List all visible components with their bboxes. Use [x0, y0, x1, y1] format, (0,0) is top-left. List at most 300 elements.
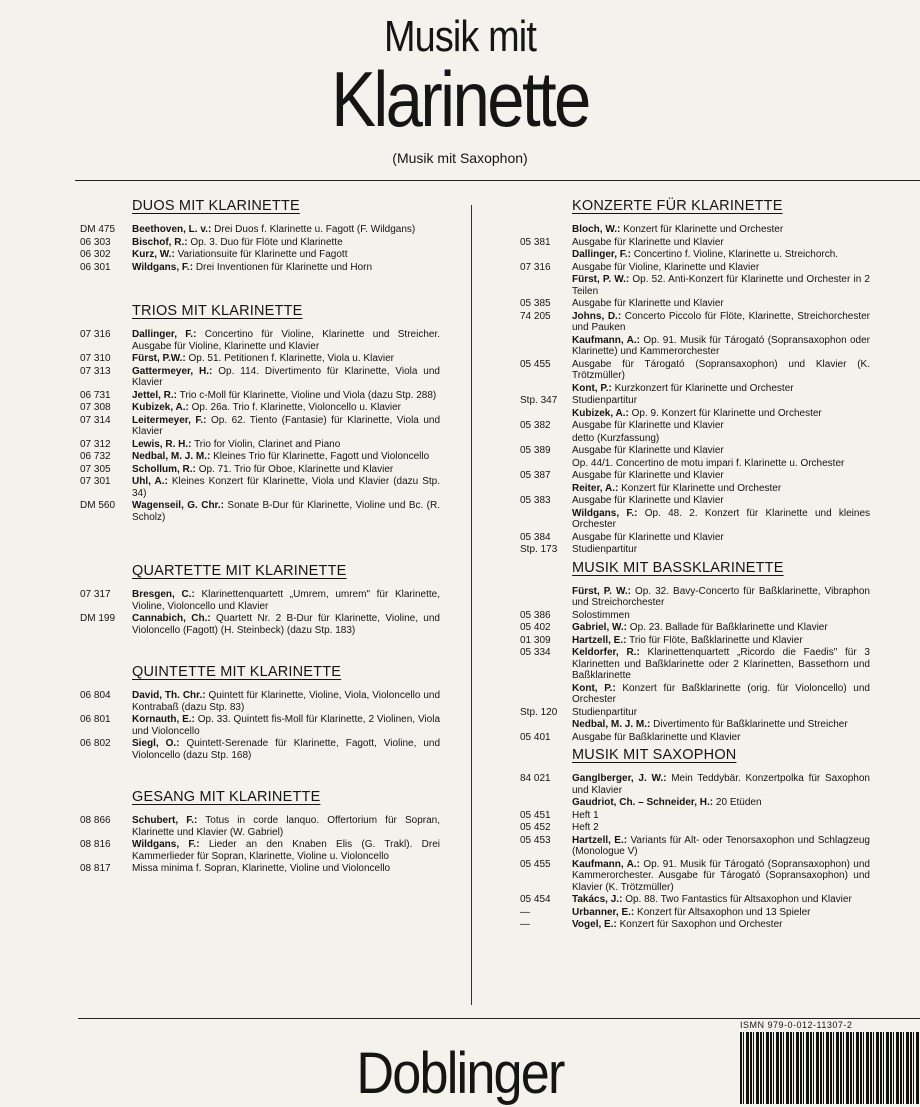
catalog-number: 05 455 — [520, 858, 551, 870]
entry-text — [132, 690, 440, 713]
work-description: Kleines Trio für Klarinette, Fagott und Violoncello — [213, 451, 430, 462]
catalog-number: 08 866 — [80, 815, 111, 826]
entry-text — [572, 683, 870, 706]
catalog-number: 05 455 — [520, 358, 551, 370]
catalog-number: 07 314 — [80, 414, 111, 426]
catalog-entry — [80, 613, 440, 636]
work-description: 20 Etüden — [715, 797, 762, 808]
composer-name: Kont, P.: — [572, 382, 612, 394]
composer-name: Kaufmann, A.: — [572, 858, 640, 870]
bottom-rule — [78, 1018, 920, 1019]
entry-text — [572, 707, 870, 719]
catalog-entry — [80, 589, 440, 612]
section-title: MUSIK MIT BASSKLARINETTE — [572, 559, 784, 576]
entry-text — [572, 919, 870, 931]
catalog-number: 05 386 — [520, 609, 551, 621]
catalog-entry — [520, 483, 870, 495]
catalog-entry — [520, 622, 870, 634]
catalog-entry — [520, 810, 870, 822]
catalog-number: Stp. 347 — [520, 395, 558, 406]
composer-name: Gabriel, W.: — [572, 622, 628, 633]
entry-text — [572, 622, 870, 634]
catalog-section — [520, 747, 870, 931]
catalog-number: 06 303 — [80, 236, 111, 248]
composer-name: Nedbal, M. J. M.: — [572, 719, 651, 730]
entry-text — [132, 237, 440, 249]
entry-text — [572, 262, 870, 274]
work-description: Kleines Konzert für Klarinette, Viola und Klavier (dazu Stp. 34) — [132, 476, 441, 499]
work-description: Solostimmen — [572, 609, 630, 621]
entry-text — [132, 353, 440, 365]
catalog-number: 84 021 — [520, 773, 551, 784]
composer-name: Wagenseil, G. Chr.: — [132, 500, 224, 511]
work-description: Heft 1 — [572, 809, 599, 821]
entry-text — [572, 797, 870, 809]
entry-text — [132, 714, 440, 737]
composer-name: Wildgans, F.: — [132, 839, 200, 850]
catalog-number: 05 381 — [520, 236, 551, 248]
work-description: Konzert für Baßklarinette (orig. für Violoncello) und Orchester — [572, 682, 870, 705]
isbn-label: ISMN 979-0-012-11307-2 — [740, 1020, 853, 1030]
entry-text — [572, 586, 870, 609]
work-description: Variationsuite für Klarinette und Fagott — [177, 249, 348, 260]
work-description: Trio für Flöte, Baßklarinette und Klavier — [629, 634, 803, 646]
entry-text — [572, 719, 870, 731]
work-description: Op. 88. Two Fantastics für Altsaxophon und Klavier — [625, 894, 852, 905]
column-divider — [471, 205, 472, 1005]
work-description: Quintett für Klarinette, Violine, Viola, Violoncello und Kontrabaß (dazu Stp. 83) — [132, 690, 441, 713]
catalog-entry — [80, 863, 440, 875]
catalog-number: 07 316 — [80, 329, 111, 340]
section-title: TRIOS MIT KLARINETTE — [132, 303, 303, 319]
entry-text — [132, 329, 440, 352]
entry-text — [572, 483, 870, 495]
catalog-entry — [520, 919, 870, 931]
entry-text — [572, 635, 870, 647]
entry-text — [572, 311, 870, 334]
work-description: Ausgabe für Klarinette und Klavier — [572, 445, 724, 456]
entry-text — [132, 249, 440, 261]
entry-text — [132, 500, 440, 523]
work-description: Totus in corde lanquo. Offertorium für Sopran, Klarinette und Klavier (W. Gabriel) — [132, 815, 440, 838]
work-description: Divertimento für Baßklarinette und Streicher — [653, 719, 848, 730]
work-description: Quartett Nr. 2 B-Dur für Klarinette, Violine, und Violoncello (Fagott) (H. Steinbeck) (dazu Stp. 183) — [132, 613, 440, 636]
entry-text — [572, 647, 870, 682]
subtitle: (Musik mit Saxophon) — [392, 150, 528, 166]
entry-text — [572, 383, 870, 395]
composer-name: Fürst, P.W.: — [132, 353, 186, 364]
catalog-number — [520, 586, 572, 609]
work-description: Concerto Piccolo für Flöte, Klarinette, Streichorchester und Pauken — [572, 310, 871, 333]
catalog-number: 05 454 — [520, 894, 551, 905]
right-column — [520, 198, 870, 932]
work-description: Studienpartitur — [572, 544, 638, 555]
entry-text — [132, 366, 440, 389]
title-line-1: Musik mit — [383, 12, 537, 61]
publisher-logo: Doblinger — [356, 1041, 564, 1106]
catalog-entry — [80, 329, 440, 352]
catalog-entry — [80, 402, 440, 414]
catalog-section — [80, 303, 440, 523]
work-description: Concertino für Violine, Klarinette und Streicher. Ausgabe für Violine, Klarinette und Klavier — [132, 329, 440, 352]
work-description: Variants für Alt- oder Tenorsaxophon und Schlagzeug (Monologue V) — [572, 834, 870, 857]
work-description: Studienpartitur — [572, 706, 638, 718]
composer-name: Bischof, R.: — [132, 236, 188, 248]
work-description: Op. 44/1. Concertino de motu impari f. Klarinette u. Orchester — [572, 457, 845, 469]
work-description: detto (Kurzfassung) — [572, 432, 660, 444]
entry-text — [572, 894, 870, 906]
catalog-number — [520, 335, 572, 358]
catalog-entry — [520, 732, 870, 744]
entry-text — [132, 415, 440, 438]
catalog-section — [520, 560, 870, 744]
catalog-section — [80, 789, 440, 875]
composer-name: Dallinger, F.: — [132, 329, 197, 340]
catalog-entry — [80, 738, 440, 761]
work-description: Ausgabe für Klarinette und Klavier — [572, 495, 724, 506]
catalog-entry — [520, 719, 870, 731]
entry-text — [132, 815, 440, 838]
composer-name: Schubert, F.: — [132, 815, 198, 826]
catalog-number — [520, 483, 572, 495]
work-description: Sonate B-Dur für Klarinette, Violine und Bc. (R. Scholz) — [132, 500, 440, 523]
catalog-entry — [520, 683, 870, 706]
catalog-number: Stp. 120 — [520, 706, 558, 718]
catalog-entry — [80, 714, 440, 737]
entry-text — [572, 822, 870, 834]
entry-text — [572, 249, 870, 261]
entry-text — [572, 395, 870, 407]
composer-name: Keldorfer, R.: — [572, 647, 640, 658]
entry-text — [572, 835, 870, 858]
catalog-entry — [520, 544, 870, 556]
work-description: Heft 2 — [572, 822, 599, 833]
work-description: Studienpartitur — [572, 395, 638, 406]
entry-text — [132, 451, 440, 463]
composer-name: Reiter, A.: — [572, 482, 619, 494]
catalog-entry — [520, 894, 870, 906]
catalog-entry — [520, 433, 870, 445]
catalog-entry — [80, 262, 440, 274]
work-description: Drei Duos f. Klarinette u. Fagott (F. Wildgans) — [214, 224, 416, 235]
composer-name: Urbanner, E.: — [572, 906, 635, 918]
catalog-entry — [520, 610, 870, 622]
work-description: Op. 9. Konzert für Klarinette und Orchester — [631, 407, 822, 419]
work-description: Op. 91. Musik für Tárogató (Sopransaxophon oder Klarinette) und Kammerorchester — [572, 334, 870, 357]
catalog-section — [80, 664, 440, 761]
work-description: Konzert für Altsaxophon und 13 Spieler — [637, 906, 811, 918]
work-description: Lieder an den Knaben Elis (G. Trakl). Drei Kammerlieder für Sopran, Klarinette, Violine u. Violoncello — [132, 839, 440, 862]
catalog-number: 05 451 — [520, 809, 551, 821]
entry-text — [572, 237, 870, 249]
left-column — [80, 198, 440, 876]
catalog-number: 06 732 — [80, 451, 111, 462]
catalog-number: 01 309 — [520, 634, 551, 646]
catalog-entry — [80, 353, 440, 365]
catalog-number — [520, 383, 572, 395]
work-description: Ausgabe für Klarinette und Klavier — [572, 470, 724, 481]
composer-name: Gaudriot, Ch. – Schneider, H.: — [572, 797, 714, 808]
work-description: Klarinettenquartett „Ricordo die Faedis" für 3 Klarinetten und Baßklarinette oder 2 Klarinetten, Bassethorn und Baßklarinette — [572, 647, 870, 681]
catalog-entry — [520, 311, 870, 334]
title-line-2: Klarinette — [331, 55, 589, 143]
work-description: Op. 26a. Trio f. Klarinette, Violoncello u. Klavier — [191, 402, 402, 413]
work-description: Konzert für Klarinette und Orchester — [621, 482, 782, 494]
catalog-number — [520, 408, 572, 420]
section-title: KONZERTE FÜR KLARINETTE — [572, 198, 783, 214]
section-title: GESANG MIT KLARINETTE — [132, 789, 321, 805]
section-title: QUARTETTE MIT KLARINETTE — [132, 563, 347, 579]
entry-text — [572, 544, 870, 556]
composer-name: Uhl, A.: — [132, 476, 168, 487]
catalog-number: 05 453 — [520, 834, 551, 846]
catalog-number: 74 205 — [520, 310, 551, 322]
catalog-number — [520, 224, 572, 236]
work-description: Konzert für Saxophon und Orchester — [619, 919, 783, 930]
catalog-number: 07 316 — [520, 261, 551, 273]
catalog-entry — [520, 274, 870, 297]
composer-name: Siegl, O.: — [132, 738, 180, 749]
work-description: Op. 3. Duo für Flöte und Klarinette — [190, 236, 343, 248]
work-description: Op. 114. Divertimento für Klarinette, Viola und Klavier — [132, 365, 440, 388]
catalog-number: 06 802 — [80, 738, 111, 749]
entry-text — [572, 408, 870, 420]
catalog-number: 05 387 — [520, 470, 551, 481]
work-description: Op. 62. Tiento (Fantasie) für Klarinette, Viola und Klavier — [132, 414, 441, 437]
catalog-number: 06 801 — [80, 714, 111, 725]
entry-text — [132, 613, 440, 636]
catalog-entry — [520, 335, 870, 358]
catalog-number — [520, 797, 572, 809]
catalog-entry — [80, 390, 440, 402]
catalog-number — [520, 508, 572, 531]
entry-text — [132, 464, 440, 476]
catalog-entry — [520, 420, 870, 432]
entry-text — [572, 508, 870, 531]
catalog-number: 07 310 — [80, 353, 111, 364]
composer-name: Takács, J.: — [572, 894, 623, 905]
work-description: Ausgabe für Baßklarinette und Klavier — [572, 731, 741, 743]
composer-name: Leitermeyer, F.: — [132, 414, 207, 426]
catalog-number: 06 731 — [80, 389, 111, 401]
entry-text — [572, 532, 870, 544]
catalog-number: DM 199 — [80, 613, 116, 624]
work-description: Op. 51. Petitionen f. Klarinette, Viola u. Klavier — [188, 353, 394, 364]
work-description: Op. 52. Anti-Konzert für Klarinette und Orchester in 2 Teilen — [572, 274, 870, 297]
entry-text — [572, 907, 870, 919]
composer-name: Kaufmann, A.: — [572, 334, 640, 346]
composer-name: Bloch, W.: — [572, 224, 621, 235]
catalog-number: 05 401 — [520, 731, 551, 743]
work-description: Mein Teddybär. Konzertpolka für Saxophon und Klavier — [572, 773, 870, 796]
entry-text — [132, 839, 440, 862]
entry-text — [132, 262, 440, 274]
work-description: Op. 33. Quintett fis-Moll für Klarinette, 2 Violinen, Viola und Violoncello — [132, 714, 440, 737]
composer-name: Dallinger, F.: — [572, 249, 631, 260]
catalog-entry — [520, 470, 870, 482]
catalog-entry — [520, 773, 870, 796]
section-title: DUOS MIT KLARINETTE — [132, 198, 300, 214]
catalog-entry — [80, 224, 440, 236]
catalog-entry — [80, 237, 440, 249]
catalog-entry — [520, 458, 870, 470]
catalog-entry — [520, 495, 870, 507]
entry-text — [132, 402, 440, 414]
composer-name: Wildgans, F.: — [132, 261, 194, 273]
composer-name: Fürst, P. W.: — [572, 274, 630, 285]
catalog-number: 07 312 — [80, 438, 111, 450]
catalog-section — [80, 198, 440, 273]
work-description: Kurzkonzert für Klarinette und Orchester — [614, 382, 794, 394]
catalog-number: Stp. 173 — [520, 544, 558, 555]
catalog-number: DM 475 — [80, 224, 116, 235]
composer-name: Beethoven, L. v.: — [132, 224, 212, 235]
work-description: Quintett-Serenade für Klarinette, Fagott, Violine, und Violoncello (dazu Stp. 168) — [132, 738, 441, 761]
catalog-number: 05 383 — [520, 495, 551, 506]
composer-name: Vogel, E.: — [572, 919, 617, 930]
catalog-entry — [520, 237, 870, 249]
catalog-number: 05 389 — [520, 445, 551, 456]
catalog-number — [520, 683, 572, 706]
catalog-number: 06 301 — [80, 261, 111, 273]
section-title: MUSIK MIT SAXOPHON — [572, 747, 737, 763]
work-description: Trio c-Moll für Klarinette, Violine und Viola (dazu Stp. 288) — [179, 389, 437, 401]
composer-name: Johns, D.: — [572, 310, 622, 322]
catalog-entry — [520, 907, 870, 919]
composer-name: Schollum, R.: — [132, 463, 196, 475]
work-description: Klarinettenquartett „Umrem, umrem" für Klarinette, Violine, Violoncello und Klavier — [132, 589, 440, 612]
catalog-number: 07 301 — [80, 476, 111, 487]
entry-text — [572, 859, 870, 894]
catalog-entry — [520, 383, 870, 395]
catalog-entry — [520, 647, 870, 682]
catalog-entry — [520, 408, 870, 420]
catalog-entry — [80, 366, 440, 389]
catalog-entry — [520, 635, 870, 647]
composer-name: Kubizek, A.: — [132, 402, 189, 413]
catalog-entry — [520, 508, 870, 531]
work-description: Ausgabe für Violine, Klarinette und Klavier — [572, 261, 760, 273]
catalog-number: 05 382 — [520, 420, 551, 431]
entry-text — [572, 359, 870, 382]
catalog-number: 05 402 — [520, 622, 551, 633]
composer-name: Kubizek, A.: — [572, 407, 629, 419]
section-title: QUINTETTE MIT KLARINETTE — [132, 664, 342, 680]
composer-name: Bresgen, C.: — [132, 589, 195, 600]
work-description: Missa minima f. Sopran, Klarinette, Violine und Violoncello — [132, 863, 391, 874]
work-description: Ausgabe für Klarinette und Klavier — [572, 420, 724, 431]
catalog-number: 05 334 — [520, 647, 551, 658]
composer-name: Cannabich, Ch.: — [132, 613, 211, 624]
composer-name: Kont, P.: — [572, 682, 616, 694]
catalog-entry — [520, 707, 870, 719]
catalog-entry — [80, 690, 440, 713]
work-description: Trio for Violin, Clarinet and Piano — [194, 438, 341, 450]
catalog-number: 06 804 — [80, 690, 111, 701]
catalog-entry — [80, 500, 440, 523]
composer-name: Hartzell, E.: — [572, 634, 627, 646]
composer-name: Gattermeyer, H.: — [132, 365, 213, 377]
catalog-number: — — [520, 906, 530, 918]
catalog-entry — [520, 298, 870, 310]
catalog-entry — [80, 476, 440, 499]
work-description: Ausgabe für Tárogató (Sopransaxophon) und Klavier (K. Trötzmüller) — [572, 358, 870, 381]
catalog-number — [520, 458, 572, 470]
entry-text — [132, 224, 440, 236]
catalog-entry — [520, 859, 870, 894]
entry-text — [132, 439, 440, 451]
catalog-entry — [80, 451, 440, 463]
composer-name: Wildgans, F.: — [572, 507, 638, 519]
work-description: Op. 91. Musik für Tárogató (Sopransaxophon) und Kammerorchester. Ausgabe für Tárogató (Sopransaxophon) und Klavier (K. Trötzmüller) — [572, 858, 870, 893]
catalog-number: 05 385 — [520, 298, 551, 309]
work-description: Op. 71. Trio für Oboe, Klarinette und Klavier — [198, 463, 394, 475]
work-description: Konzert für Klarinette und Orchester — [623, 224, 784, 235]
catalog-number: 05 384 — [520, 531, 551, 543]
catalog-number: 07 317 — [80, 589, 111, 600]
catalog-number: 08 817 — [80, 863, 111, 874]
entry-text — [132, 738, 440, 761]
catalog-entry — [80, 464, 440, 476]
composer-name: Ganglberger, J. W.: — [572, 773, 667, 784]
entry-text — [572, 458, 870, 470]
work-description: Concertino f. Violine, Klarinette u. Streichorch. — [633, 249, 839, 260]
work-description: Ausgabe für Klarinette und Klavier — [572, 531, 724, 543]
entry-text — [572, 274, 870, 297]
composer-name: Kornauth, E.: — [132, 714, 195, 725]
catalog-entry — [520, 224, 870, 236]
catalog-entry — [80, 439, 440, 451]
entry-text — [572, 773, 870, 796]
catalog-number: DM 560 — [80, 500, 116, 511]
work-description: Op. 32. Bavy-Concerto für Baßklarinette, Vibraphon und Streichorchester — [572, 585, 870, 608]
catalog-entry — [80, 839, 440, 862]
catalog-number — [520, 433, 572, 445]
catalog-entry — [520, 822, 870, 834]
catalog-entry — [520, 835, 870, 858]
entry-text — [572, 810, 870, 822]
catalog-number: 07 313 — [80, 365, 111, 377]
catalog-entry — [520, 249, 870, 261]
entry-text — [572, 732, 870, 744]
catalog-number: 05 452 — [520, 822, 551, 833]
catalog-number: 07 308 — [80, 402, 111, 413]
catalog-number: 07 305 — [80, 463, 111, 475]
entry-text — [572, 298, 870, 310]
work-description: Op. 23. Ballade für Baßklarinette und Klavier — [629, 622, 828, 633]
catalog-entry — [80, 415, 440, 438]
catalog-entry — [520, 395, 870, 407]
composer-name: Lewis, R. H.: — [132, 438, 192, 450]
entry-text — [132, 476, 440, 499]
composer-name: Kurz, W.: — [132, 249, 175, 260]
entry-text — [572, 335, 870, 358]
catalog-number: 08 816 — [80, 839, 111, 850]
catalog-number — [520, 249, 572, 261]
catalog-entry — [80, 815, 440, 838]
composer-name: Fürst, P. W.: — [572, 585, 631, 597]
entry-text — [132, 390, 440, 402]
entry-text — [572, 224, 870, 236]
entry-text — [572, 433, 870, 445]
catalog-number — [520, 274, 572, 297]
catalog-section — [520, 198, 870, 556]
catalog-number: — — [520, 919, 530, 930]
composer-name: Jettel, R.: — [132, 389, 178, 401]
entry-text — [572, 610, 870, 622]
catalog-number — [520, 719, 572, 731]
work-description: Op. 48. 2. Konzert für Klarinette und kleines Orchester — [572, 507, 871, 530]
